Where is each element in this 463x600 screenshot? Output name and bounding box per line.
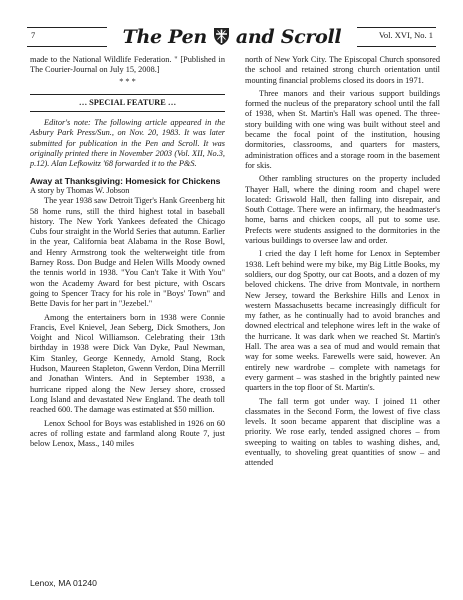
article-paragraph: north of New York City. The Episcopal Church sponsored the school and retained strong church orientation until mounting financial problems closed its doors in 1971.: [245, 55, 440, 85]
continued-paragraph: made to the National Wildlife Federation. " [Published in The Courier-Journal on July 15, 2008.]: [30, 55, 225, 75]
section-separator: * * *: [119, 76, 136, 86]
left-column: [30, 55, 225, 449]
page-number: 7: [31, 30, 36, 40]
article-paragraph: Three manors and their various support buildings formed the nucleus of the preparatory school until the fall of 1938, when St. Martin's Hall was opened. The three-story building with one wing was built without steel and became the focal point of the institution, housing dormitories, classrooms, and quarters for masters, administration offices and a storage room in the basement for skis.: [245, 88, 440, 170]
special-feature-banner: … SPECIAL FEATURE …: [30, 94, 225, 112]
article-paragraph: I cried the day I left home for Lenox in September 1938. Left behind were my bike, my Big Little Books, my soldiers, our dog Spotty, our cat Boots, and a dozen of my beloved chickens. The drive from Montvale, in northern New Jersey, toward the Berkshire Hills and Lenox in western Massachusetts became increasingly difficult for my father, as he continually had to avoid branches and downed electrical and telephone wires left in the wake of the hurricane. It was dark when we reached St. Martin's Hall. The area was a sea of mud and would remain that way for some weeks. Farewells were said, however. An entirely new wardrobe – complete with nametags for every garment – was stashed in the brightly painted new quarters in the top floor of St. Martin's.: [245, 249, 440, 393]
shield-crest-icon: [213, 27, 230, 46]
article-paragraph: Lenox School for Boys was established in 1926 on 60 acres of rolling estate and farmland along Route 7, just below Lenox, Mass., 140 miles: [30, 418, 225, 449]
footer-address: Lenox, MA 01240: [30, 578, 97, 588]
article-paragraph: The fall term got under way. I joined 11 other classmates in the Second Form, the lowest of five class levels. It soon became apparent that discipline was a priority. We rose early, tended assigned chores – from sweeping to waiting on tables to washing dishes, and, eventually, to shoveling great quantities of snow – and attended: [245, 396, 440, 468]
volume-number: Vol. XVI, No. 1: [378, 30, 433, 40]
right-column: [245, 55, 440, 469]
masthead-title-right: and Scroll: [235, 26, 342, 48]
article-paragraph: Other rambling structures on the property included Thayer Hall, where the dining room and chapel were located: Griswold Hall, then falling into disrepair, and South Cottage. There were an infirmary, the headmaster's home, barns and chicken coops, all put to some use. Prefects were students assigned to the dormitories in the various buildings to oversee law and order.: [245, 174, 440, 246]
article-paragraph: Among the entertainers born in 1938 were Connie Francis, Evel Knievel, Jean Seberg, Dick Smothers, Jon Voight and Nicol Williamson. Celebrating their 13th birthday in 1938 were Dick Van Dyke, Paul Newman, Kim Stanley, George Kennedy, Arnold Stang, Rock Hudson, Maureen Stapleton, Gwenn Verdon, Dina Merrill and Jonathan Winters. And in September 1938, a hurricane ripped along the New Jersey shore, crossed Long Island and devastated New England. The death toll reached 600. The damage was estimated at $50 million.: [30, 312, 225, 415]
page-header: [27, 24, 436, 50]
editors-note: Editor's note: The following article appeared in the Asbury Park Press/Sun., on Nov. 20, 1983. It was later submitted for publication in the Pen and Scroll. It was originally printed there in November 2003 (Vol. XII, No.3, p.12). Alan Lefkowitz '68 forwarded it to the P&S.: [30, 118, 225, 169]
masthead-title-left: The Pen: [122, 26, 207, 48]
article-paragraph: The year 1938 saw Detroit Tiger's Hank Greenberg hit 58 home runs, still the third highest total in baseball history. The New York Yankees defeated the Chicago Cubs four straight in the World Series that autumn. Earlier in the year, California beat Alabama in the Rose Bowl, and Henry Armstrong took the welterweight title from Barney Ross. Don Budge and Helen Wills Moody owned the tennis world in 1938. "You Can't Take it With You" won the Academy Award for best picture, with Oscars going to Spencer Tracy for his role in "Boys' Town" and Bette Davis for her part in "Jezebel.": [30, 196, 225, 309]
article-title: Away at Thanksgiving: Homesick for Chickens: [30, 175, 221, 186]
article-byline: A story by Thomas W. Jobson: [30, 185, 130, 195]
masthead: [107, 24, 357, 50]
